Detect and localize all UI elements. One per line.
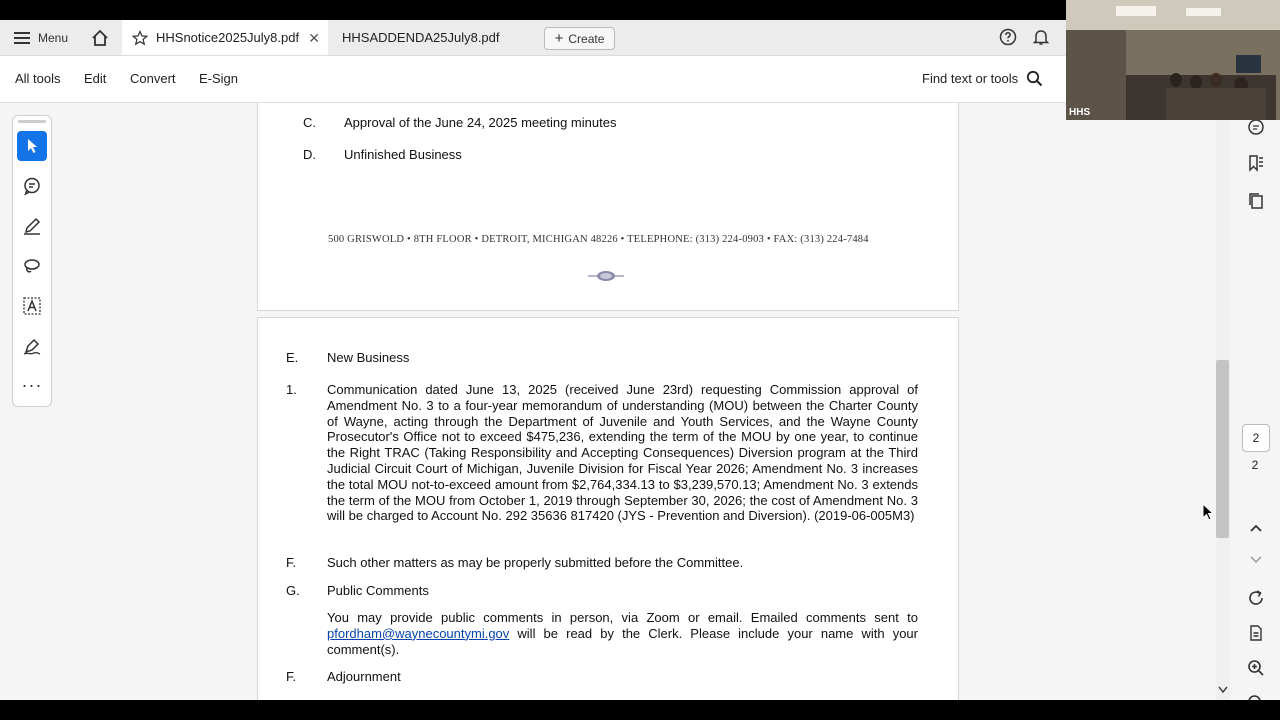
- close-tab-icon[interactable]: ✕: [308, 30, 320, 46]
- create-button[interactable]: [544, 27, 615, 50]
- find-text-or-tools[interactable]: [922, 70, 1043, 87]
- copy-pages-icon: [1247, 192, 1265, 210]
- menu-button[interactable]: [14, 28, 68, 48]
- video-feed-overlay[interactable]: [1066, 0, 1280, 120]
- zoom-in-button[interactable]: [1243, 655, 1269, 681]
- scroll-down-icon[interactable]: [1218, 686, 1228, 694]
- rotate-button[interactable]: [1243, 585, 1269, 611]
- item-letter: D.: [303, 147, 316, 162]
- plus-icon: +: [554, 30, 564, 47]
- tab-bar: [0, 20, 1066, 56]
- lasso-icon: [22, 256, 42, 276]
- main-toolbar: [0, 56, 1066, 103]
- comments-text: You may provide public comments in person, via Zoom or email. Emailed comments sent to: [327, 610, 918, 625]
- section-heading: Public Comments: [327, 583, 429, 598]
- help-icon: [999, 28, 1017, 46]
- previous-page-button[interactable]: [1243, 515, 1269, 541]
- chevron-up-icon: [1249, 523, 1263, 533]
- agenda-item-text: Unfinished Business: [344, 147, 462, 162]
- text-box-tool[interactable]: [17, 291, 47, 321]
- item-letter: C.: [303, 115, 316, 130]
- hamburger-icon: [14, 32, 30, 44]
- home-icon: [91, 29, 109, 47]
- section-letter: F.: [286, 555, 297, 570]
- section-letter: G.: [286, 583, 300, 598]
- document-viewport[interactable]: [60, 103, 1230, 700]
- bookmarks-button[interactable]: [1243, 150, 1269, 176]
- tab-hhsaddenda[interactable]: [332, 20, 532, 55]
- seal-emblem-icon: [586, 269, 626, 283]
- notifications-button[interactable]: [1032, 28, 1050, 51]
- rotate-icon: [1247, 589, 1265, 607]
- next-page-button[interactable]: [1243, 547, 1269, 573]
- chevron-down-icon: [1249, 555, 1263, 565]
- select-tool[interactable]: [17, 131, 47, 161]
- meeting-room-image: [1066, 0, 1280, 120]
- item-number: 1.: [286, 382, 297, 397]
- sign-tool[interactable]: [17, 331, 47, 361]
- comment-icon: [22, 176, 42, 196]
- more-icon: ···: [21, 374, 43, 395]
- search-icon: [1026, 70, 1043, 87]
- bottom-letterbox: [0, 700, 1280, 720]
- text-box-icon: [22, 296, 42, 316]
- right-rail: [1233, 118, 1280, 700]
- comments-text: will be read by the Clerk. Please include your name with your comment(s).: [327, 625, 918, 657]
- home-button[interactable]: [89, 27, 111, 49]
- help-button[interactable]: [999, 28, 1017, 51]
- pages-panel-button[interactable]: [1243, 188, 1269, 214]
- edit-button[interactable]: Edit: [84, 71, 107, 86]
- convert-button[interactable]: Convert: [130, 71, 176, 86]
- video-participant-label: HHS: [1069, 107, 1091, 118]
- item-1-paragraph: Communication dated June 13, 2025 (received June 23rd) requesting Commission approval of Amendment No. 3 to a four-year memorandum of understanding (MOU) between the Charter County of Wayne, acting through the Department of Juvenile and Youth Services, and the Wayne County Prosecutor's Office not to exceed $475,236, extending the term of the MOU by one year, to continue the Right TRAC (Taking Responsibility and Accepting Consequences) Diversion program at the Third Judicial Circuit Court of Michigan, Juvenile Division for Fiscal Year 2026; Amendment No. 3 increases the total MOU not-to-exceed amount from $2,764,334.13 to $3,239,570.13; Amendment No. 3 extends the term of the MOU from October 1, 2019 through September 30, 2026; the cost of Amendment No. 3 will be charged to Account No. 292 35636 817420 (JYS - Prevention and Diversion). (2019-06-005M3): [327, 382, 918, 524]
- esign-button[interactable]: E-Sign: [199, 71, 239, 86]
- drag-handle[interactable]: [18, 120, 46, 123]
- section-letter: E.: [286, 350, 299, 365]
- all-tools-button[interactable]: All tools: [15, 71, 61, 86]
- find-label: Find text or tools: [922, 71, 1019, 86]
- pdf-page-2: [257, 317, 959, 700]
- email-link[interactable]: pfordham@waynecountymi.gov: [327, 625, 510, 641]
- cursor-arrow-icon: [25, 138, 39, 154]
- pdf-page-1: [257, 103, 959, 311]
- section-heading: Adjournment: [327, 669, 401, 684]
- star-icon[interactable]: [132, 30, 148, 46]
- scrollbar-thumb[interactable]: [1216, 360, 1229, 538]
- pen-icon: [22, 216, 42, 236]
- bookmark-icon: [1247, 154, 1265, 172]
- total-pages: 2: [1251, 458, 1259, 472]
- mouse-cursor-icon: [1202, 503, 1216, 523]
- public-comments-paragraph: [327, 610, 918, 657]
- agenda-item-text: Approval of the June 24, 2025 meeting minutes: [344, 115, 617, 130]
- bell-icon: [1032, 28, 1050, 46]
- zoom-in-icon: [1247, 659, 1265, 677]
- highlight-tool[interactable]: [17, 211, 47, 241]
- comment-panel-icon: [1247, 118, 1265, 136]
- acrobat-window: [0, 20, 1280, 700]
- fountain-pen-icon: [22, 336, 42, 356]
- menu-label: Menu: [38, 31, 69, 45]
- quick-tools-rail: [12, 115, 52, 407]
- section-text: Such other matters as may be properly submitted before the Committee.: [327, 555, 744, 570]
- section-letter: F.: [286, 669, 297, 684]
- create-label: Create: [568, 31, 605, 46]
- draw-tool[interactable]: [17, 251, 47, 281]
- fit-page-button[interactable]: [1243, 620, 1269, 646]
- tab-label: HHSADDENDA25July8.pdf: [342, 30, 500, 45]
- page-footer-address: 500 GRISWOLD • 8TH FLOOR • DETROIT, MICHIGAN 48226 • TELEPHONE: (313) 224-0903 • FAX: (313) 224-7484: [328, 234, 869, 245]
- tab-hhsnotice[interactable]: [122, 20, 328, 55]
- current-page-input[interactable]: 2: [1242, 424, 1270, 452]
- comment-tool[interactable]: [17, 171, 47, 201]
- document-scan-icon: [1247, 624, 1265, 642]
- more-tools-button[interactable]: [17, 370, 47, 400]
- tab-label: HHSnotice2025July8.pdf: [156, 30, 300, 45]
- section-heading: New Business: [327, 350, 410, 365]
